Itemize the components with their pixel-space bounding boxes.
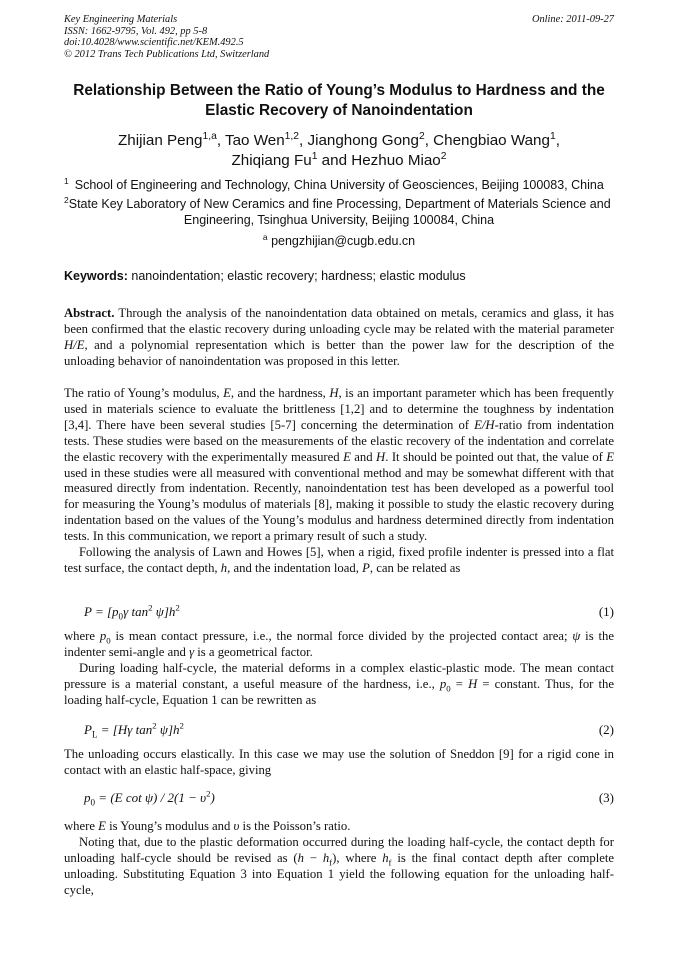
text: The unloading occurs elastically. In this case we may use the solution of Sneddon [9] for a rigid cone in contact with an elastic half-space, giving — [64, 747, 614, 777]
author-name: Tao Wen — [225, 132, 285, 149]
symbol-E: E — [223, 386, 231, 400]
equation-number: (1) — [598, 604, 614, 619]
symbol-p: p — [439, 676, 447, 691]
symbol-gamma: γ — [189, 644, 195, 659]
text: Following the analysis of Lawn and Howes [5], when a rigid, fixed profile indenter is pressed into a flat test surface, the contact depth, — [64, 545, 614, 575]
author-list: Zhijian Peng$^{1,a}$, Tao Wen$^{1,2}$, Jianghong Gong$^2$, Chengbiao Wang$^1$, Zhiqiang Fu$^1$ and Hezhuo Miao$^2$ — [118, 130, 560, 169]
text: is the final contact depth after complete unloading. Substituting Equation 3 into Equation 1 yield the following equation for the unloading half-cycle, — [64, 850, 615, 897]
text: where — [64, 629, 95, 643]
text: The ratio of Young’s modulus, — [64, 386, 220, 400]
symbol-p: p — [99, 629, 107, 643]
affil-text: State Key Laboratory of New Ceramics and fine Processing, Department of Materials Science and — [68, 197, 611, 211]
copyright-line: © 2012 Trans Tech Publications Ltd, Switzerland — [64, 48, 270, 60]
author-name: Jianghong Gong — [307, 132, 419, 149]
equation-1-explanation — [64, 629, 614, 709]
author-email[interactable]: pengzhijian@cugb.edu.cn — [271, 234, 416, 248]
paragraph-loading — [64, 661, 614, 709]
symbol-h: h — [297, 850, 304, 865]
text: is the indenter semi-angle and — [64, 629, 614, 659]
text: , and the indentation load, — [227, 560, 359, 575]
email-line — [64, 233, 614, 249]
author-name: Chengbiao Wang — [433, 132, 550, 149]
symbol-EH: E/H — [474, 417, 495, 432]
author-affil-sup: 2 — [440, 150, 447, 162]
affil-text: Engineering, Tsinghua University, Beijing 100084, China — [183, 213, 495, 227]
paragraph-lawn-howes — [64, 545, 614, 577]
journal-header — [64, 14, 269, 60]
text: where — [64, 819, 95, 833]
author-and: and — [321, 152, 348, 169]
symbol-nu: υ — [233, 819, 240, 833]
abstract — [64, 306, 614, 370]
paragraph-substitution — [64, 835, 614, 899]
author-affil-sup: 1,a — [202, 130, 217, 142]
author-affil-sup: 1 — [311, 150, 318, 162]
abstract-label: Abstract. — [64, 306, 115, 320]
text: − — [304, 850, 323, 865]
symbol-P: P — [362, 560, 370, 575]
text: ) — [332, 850, 337, 865]
text: During loading half-cycle, the material deforms in a complex elastic-plastic mode. The mean contact pressure is a material constant, a useful measure of the hardness, i.e., — [64, 660, 614, 691]
text: = — [455, 676, 463, 691]
issn-line: ISSN: 1662-9795, Vol. 492, pp 5-8 — [64, 25, 208, 37]
symbol-H: H — [329, 386, 339, 400]
keywords-text: nanoindentation; elastic recovery; hardness; elastic modulus — [131, 269, 466, 283]
text: is mean contact pressure, i.e., the normal force divided by the projected contact area; — [115, 629, 568, 643]
affil-number: 2 — [64, 194, 69, 205]
equation-1-body: $P = [p_0\gamma$ $\tan^2 \psi]h^2$ — [84, 602, 180, 622]
text: = constant. Thus, for the loading half-cycle, Equation 1 can be rewritten as — [64, 676, 614, 707]
symbol-h: h — [220, 560, 228, 575]
keywords-label: Keywords: — [64, 269, 128, 283]
online-date: Online: 2011-09-27 — [531, 14, 614, 25]
paper-title — [40, 81, 638, 120]
keywords — [64, 268, 614, 284]
symbol-E: E — [98, 819, 106, 833]
equation-2-body: $P_L = [H\gamma$ $\tan^2 \psi]h^2$ — [84, 720, 184, 740]
journal-name: Key Engineering Materials — [64, 14, 178, 25]
symbol-E: E — [343, 449, 351, 464]
subscript: f — [329, 857, 333, 868]
text: , where — [336, 850, 377, 865]
affil-text: School of Engineering and Technology, China University of Geosciences, Beijing 100083, China — [74, 178, 604, 192]
symbol-E: E — [606, 449, 615, 464]
affiliation-2 — [64, 196, 614, 228]
email-sup: a — [262, 231, 268, 242]
equation-3 — [84, 790, 614, 808]
title-line-1: Relationship Between the Ratio of Young’s Modulus to Hardness and the — [73, 82, 605, 99]
symbol-H: H — [376, 449, 386, 464]
text: is Young’s modulus and — [109, 819, 231, 833]
subscript: 0 — [446, 683, 451, 694]
symbol-H: H — [468, 676, 478, 691]
subscript: 0 — [106, 635, 111, 646]
text: -ratio from indentation tests. These studies were based on the measurements of the elastic recovery of the indentation and correlate the elastic recovery with the experimentally measured — [64, 417, 614, 464]
symbol-psi: ψ — [572, 629, 581, 643]
text: ( — [293, 850, 298, 865]
affil-number: 1 — [64, 175, 69, 186]
text: , and the hardness, — [230, 386, 326, 400]
author-affil-sup: 1 — [549, 130, 556, 142]
author-name: Zhijian Peng — [118, 132, 203, 149]
intro-paragraph — [64, 386, 614, 577]
equation-1 — [84, 604, 614, 622]
symbol-h: h — [322, 850, 330, 865]
title-line-2: Elastic Recovery of Nanoindentation — [205, 101, 473, 119]
author-affil-sup: 2 — [418, 130, 425, 142]
author-name: Hezhuo Miao — [351, 152, 441, 169]
equation-2 — [84, 722, 614, 740]
subscript: f — [388, 857, 392, 868]
affiliation-1 — [64, 177, 614, 193]
equation-number: (2) — [598, 722, 614, 737]
text: and — [354, 449, 373, 464]
abstract-text: and a polynomial representation which is better than the power law for the description of the unloading behavior of nanoindentation was proposed in this letter. — [64, 337, 614, 368]
abstract-param: H/E, — [64, 337, 88, 352]
equation-number: (3) — [598, 790, 614, 805]
text: . It should be pointed out that, the value of — [385, 449, 603, 464]
author-name: Zhiqiang Fu — [231, 152, 312, 169]
text: , is an important parameter which has been frequently used in materials science to evaluate the brittleness [1,2] and to determine the toughness by indentation [3,4]. There have been several studies [5-7] concerning the determination of — [64, 386, 615, 432]
text: is a geometrical factor. — [197, 644, 313, 659]
abstract-text: Through the analysis of the nanoindentation data obtained on metals, ceramics and glass, it has been confirmed that the elastic recovery during unloading cycle may be related with the material parameter — [64, 306, 614, 336]
equation-3-explanation — [64, 819, 614, 899]
text: used in these studies were all measured with conventional method and may be somewhat different with that measured directly from indentation. Recently, nanoindentation test has been developed as a powerful tool for measuring the Young’s modulus of materials [8], making it possible to study the elastic recovery during indentation based on the values of the Young’s modulus and hardness determined directly from indentation tests. In this communication, we report a primary result of such a study. — [64, 465, 614, 544]
text: Noting that, due to the plastic deformation occurred during the loading half-cycle, the contact depth for unloading half-cycle should be revised as — [64, 834, 614, 865]
equation-3-body: $p_0 = (E$ $\cot \psi) / 2(1 - \upsilon^2)$ — [84, 788, 215, 808]
paragraph-unloading — [64, 747, 614, 779]
text: , can be related as — [369, 560, 461, 575]
symbol-h: h — [382, 850, 389, 865]
doi-line: doi:10.4028/www.scientific.net/KEM.492.5 — [64, 37, 244, 49]
text: is the Poisson’s ratio. — [242, 819, 351, 833]
author-affil-sup: 1,2 — [284, 130, 300, 142]
